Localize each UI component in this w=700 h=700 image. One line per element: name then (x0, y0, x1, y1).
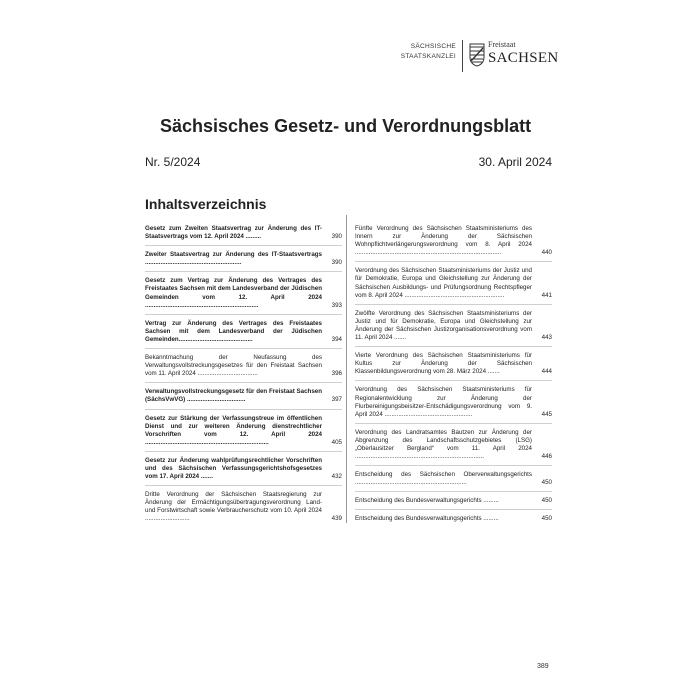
toc-entry-title: Vierte Verordnung des Sächsischen Staatsministeriums für Kultus zur Änderung der Sächsischen Klassenbildungsverordnung vom 28. März 2024 ....... (355, 352, 532, 376)
logo-freistaat-sachsen (488, 40, 558, 66)
toc-entry-page: 393 (331, 301, 342, 309)
toc-column-left (145, 225, 342, 533)
toc-entry[interactable] (145, 388, 342, 409)
toc-entry[interactable] (355, 352, 552, 381)
logo-text-line: SACHSEN (488, 50, 559, 66)
toc-column-right (355, 225, 552, 533)
toc-entry[interactable] (355, 429, 552, 466)
toc-entry-title: Verordnung des Sächsischen Staatsministeriums der Justiz und für Demokratie, Europa und Gleichstellung zur Änderung der Sächsischen Ausbildungs- und Prüfungsordnung Rechtspfleger vom 8. April 2024 .......................................................... (355, 267, 532, 299)
toc-entry-page: 446 (541, 453, 552, 461)
toc-entry-page: 450 (541, 515, 552, 523)
issue-date: 30. April 2024 (478, 155, 552, 169)
page-title: Sächsisches Gesetz- und Verordnungsblatt (160, 116, 532, 136)
toc-heading: Inhaltsverzeichnis (145, 196, 267, 212)
toc-entry[interactable] (145, 354, 342, 383)
issue-number: Nr. 5/2024 (145, 155, 201, 169)
toc-entry[interactable] (145, 320, 342, 349)
toc-entry-page: 445 (541, 410, 552, 418)
toc-entry-page: 396 (331, 370, 342, 378)
toc-entry-title: Vertrag zur Änderung des Vertrages des Freistaates Sachsen mit dem Landesverband der Jüdischen Gemeinden........................................... (145, 319, 322, 343)
logo-text-line: STAATSKANZLEI (400, 53, 456, 60)
logo-divider (462, 40, 463, 72)
toc-entry[interactable] (355, 497, 552, 510)
toc-entry-title: Verordnung des Landratsamtes Bautzen zur Änderung der Abgrenzung des Landschaftsschutzgebietes (LSG) „Oberlausitzer Bergland“ vom 11. April 2024 ........................................................................... (355, 428, 532, 461)
toc-entry[interactable] (355, 515, 552, 527)
toc-entry[interactable] (355, 386, 552, 423)
toc-entry-title: Gesetz zum Zweiten Staatsvertrag zur Änderung des IT-Staatsvertrags vom 12. April 2024 ......... (145, 225, 322, 241)
toc-entry-title: Entscheidung des Bundesverwaltungsgerichts ......... (355, 515, 499, 523)
toc-entry-title: Gesetz zur Änderung wahlprüfungsrechtlicher Vorschriften und des Sächsischen Verfassungsgerichtshofsgesetzes vom 17. April 2024 ....... (145, 456, 322, 481)
toc-entry-title: Dritte Verordnung der Sächsischen Staatsregierung zur Änderung der Ermächtigungsübertragungsverordnung Land- und Forstwirtschaft sowie Verbraucherschutz vom 10. April 2024 .......................... (145, 491, 322, 523)
toc-entry-title: Entscheidung des Sächsischen Oberverwaltungsgerichts ................................................................. (355, 471, 532, 487)
toc-entry-page: 439 (331, 515, 342, 523)
toc-entry-page: 390 (331, 259, 342, 267)
toc-entry[interactable] (145, 277, 342, 314)
logo-text-line: SÄCHSISCHE (410, 43, 456, 50)
toc-entry-page: 450 (541, 497, 552, 505)
toc-entry-title: Bekanntmachung der Neufassung des Verwaltungsvollstreckungsgesetzes für den Freistaat Sachsen vom 11. April 2024 ................................... (145, 354, 322, 378)
toc-entry-page: 394 (331, 335, 342, 343)
toc-entry[interactable] (145, 251, 342, 272)
toc-entry[interactable] (355, 310, 552, 347)
toc-entry-title: Verordnung des Sächsischen Staatsministeriums für Regionalentwicklung zur Änderung der Flurbereinigungsbeisitzer-Entschädigungsverordnung vom 9. April 2024 ................................................... (355, 386, 532, 418)
column-divider (346, 215, 347, 523)
toc-entry-title: Verwaltungsvollstreckungsgesetz für den Freistaat Sachsen (SächsVwVG) .................................. (145, 388, 322, 404)
page-number: 389 (537, 663, 549, 670)
toc-entry-title: Gesetz zum Vertrag zur Änderung des Vertrages des Freistaates Sachsen mit dem Landesverband der Jüdischen Gemeinden vom 12. April 2024 .................................................................. (145, 277, 322, 309)
toc-entry[interactable] (355, 267, 552, 304)
saxony-crest-icon (469, 43, 485, 67)
logo-text-line: Freistaat (488, 40, 516, 49)
toc-entry[interactable] (355, 225, 552, 262)
logo-staatskanzlei (378, 42, 456, 62)
toc-entry-page: 432 (331, 473, 342, 481)
toc-entry[interactable] (145, 225, 342, 246)
toc-entry-page: 440 (541, 249, 552, 257)
toc-entry-page: 397 (331, 396, 342, 404)
toc-entry-page: 443 (541, 334, 552, 342)
toc-entry-page: 441 (541, 291, 552, 299)
toc-entry-title: Zweiter Staatsvertrag zur Änderung des IT-Staatsvertrags ........................................................ (145, 251, 322, 267)
toc-entry-page: 390 (331, 233, 342, 241)
toc-entry-title: Entscheidung des Bundesverwaltungsgerichts ......... (355, 497, 499, 505)
toc-entry-page: 450 (541, 479, 552, 487)
toc-entry-title: Fünfte Verordnung des Sächsischen Staatsministeriums des Innern zur Änderung der Sächsischen Wohnpflichtverlängerungsverordnung vom 8. April 2024 ..................................................................................... (355, 225, 532, 257)
toc-entry-title: Zwölfte Verordnung des Sächsischen Staatsministeriums der Justiz und für Demokratie, Europa und Gleichstellung zur Änderung der Sächsischen Justizorganisationsverordnung vom 11. April 2024 ....... (355, 309, 532, 342)
toc-entry-page: 444 (541, 368, 552, 376)
toc-entry[interactable] (145, 491, 342, 527)
toc-entry-page: 405 (331, 438, 342, 446)
toc-entry[interactable] (145, 457, 342, 486)
toc-entry[interactable] (355, 471, 552, 492)
toc-entry[interactable] (145, 415, 342, 452)
toc-entry-title: Gesetz zur Stärkung der Verfassungstreue im öffentlichen Dienst und zur weiteren Änderung dienstrechtlicher Vorschriften vom 12. April 2024 ........................................................................ (145, 414, 322, 446)
